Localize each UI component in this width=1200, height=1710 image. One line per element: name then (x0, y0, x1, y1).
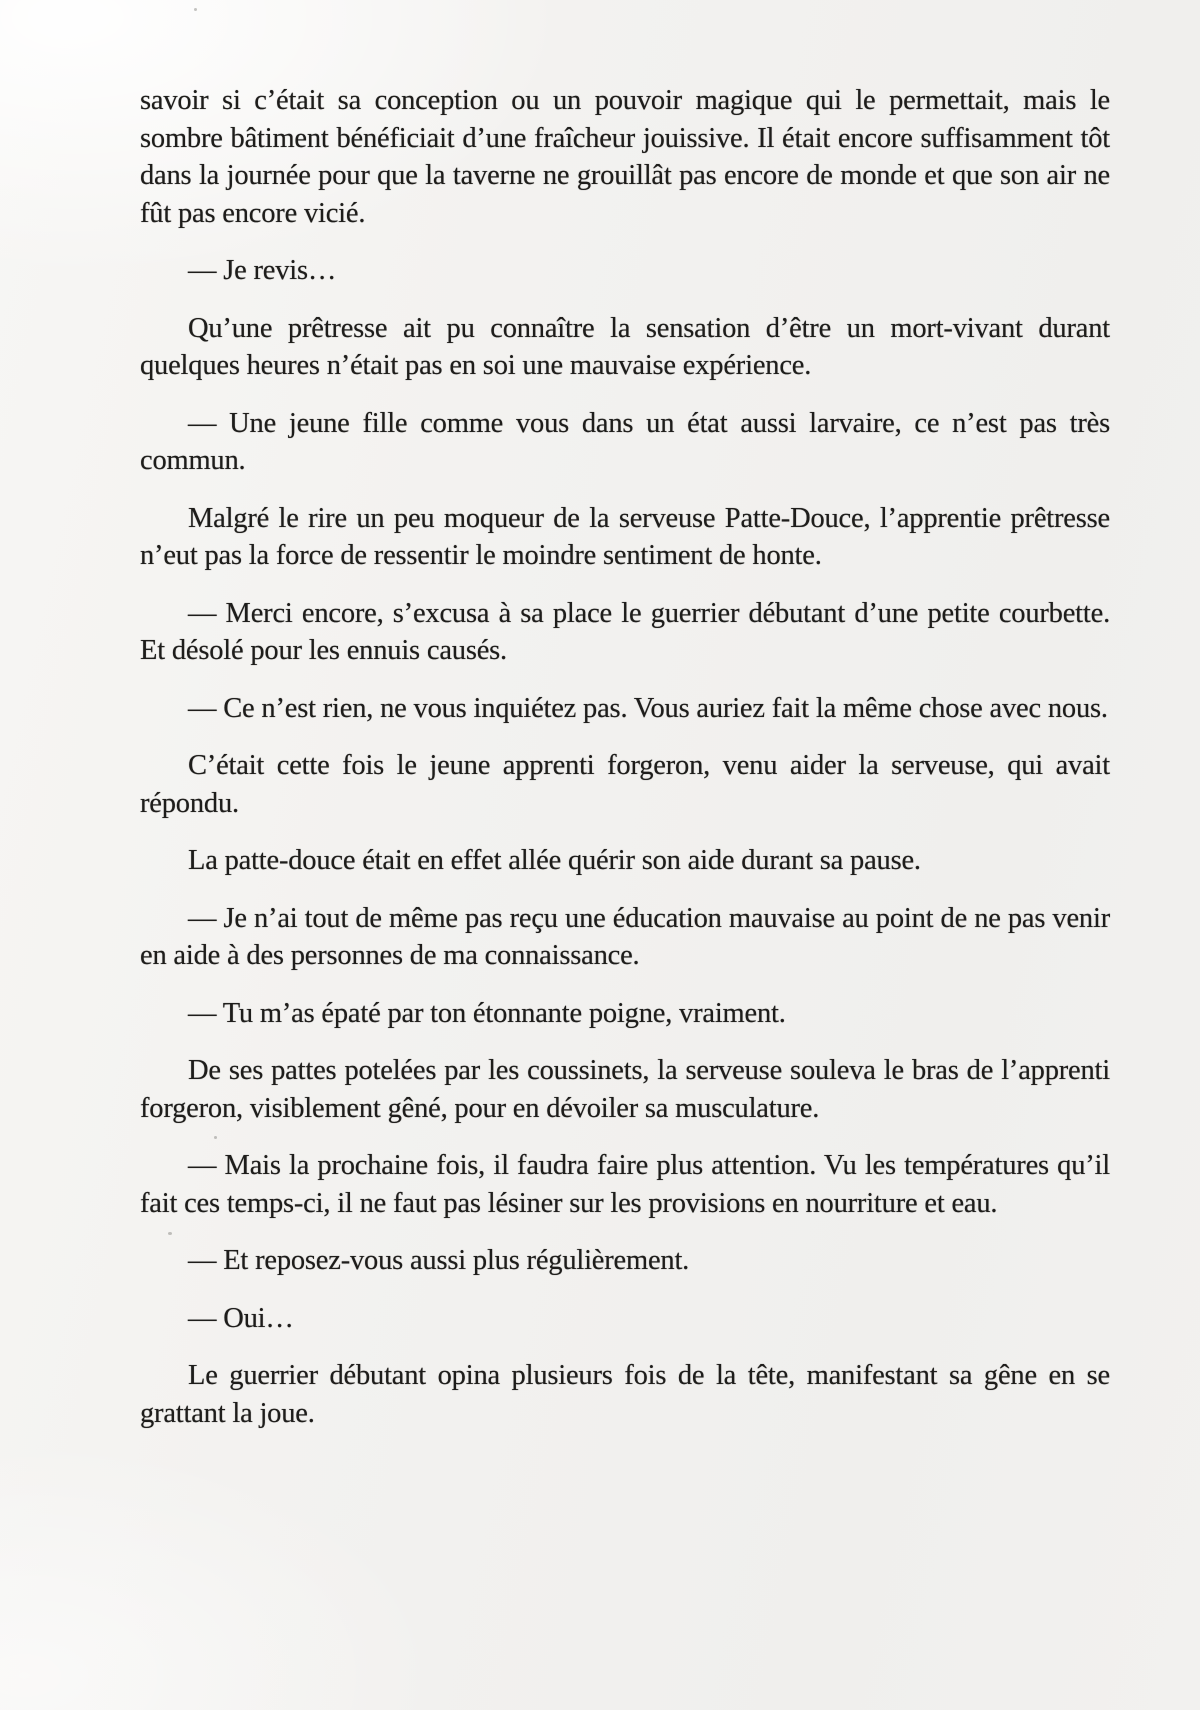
paragraph-dialogue: — Je n’ai tout de même pas reçu une éducation mauvaise au point de ne pas venir en aide à des personnes de ma connaissance. (140, 902, 1110, 971)
paragraph-dialogue: — Oui… (188, 1302, 294, 1334)
paragraph-narration: Malgré le rire un peu moqueur de la serveuse Patte-Douce, l’apprentie prêtresse n’eut pas la force de ressentir le moindre sentiment de honte. (140, 502, 1110, 571)
paragraph-dialogue: — Je revis… (188, 255, 337, 286)
paragraph-dialogue: — Ce n’est rien, ne vous inquiétez pas. Vous auriez fait la même chose avec nous. (188, 692, 1108, 724)
paragraph-narration: La patte-douce était en effet allée quérir son aide durant sa pause. (188, 845, 921, 876)
paragraph-dialogue: — Tu m’as épaté par ton étonnante poigne, vraiment. (188, 997, 786, 1029)
paragraph-narration: Le guerrier débutant opina plusieurs fois de la tête, manifestant sa gêne en se grattant la joue. (140, 1360, 1110, 1429)
paragraph-narration: De ses pattes potelées par les coussinets, la serveuse souleva le bras de l’apprenti forgeron, visiblement gêné, pour en dévoiler sa musculature. (140, 1055, 1110, 1124)
paragraph-narration: Qu’une prêtresse ait pu connaître la sensation d’être un mort-vivant durant quelques heures n’était pas en soi une mauvaise expérience. (140, 312, 1110, 381)
paragraph-narration-continued: savoir si c’était sa conception ou un pouvoir magique qui le permettait, mais le sombre bâtiment bénéficiait d’une fraîcheur jouissive. Il était encore suffisamment tôt dans la journée pour que la taverne ne grouillât pas encore de monde et que son air ne fût pas encore vicié. (140, 85, 1110, 229)
scan-speck (194, 8, 197, 11)
scan-speck (168, 1232, 172, 1235)
scan-speck (214, 1136, 217, 1139)
paragraph-dialogue: — Et reposez-vous aussi plus régulièrement. (188, 1245, 690, 1276)
paragraph-dialogue: — Merci encore, s’excusa à sa place le guerrier débutant d’une petite courbette. Et désolé pour les ennuis causés. (140, 597, 1110, 666)
paragraph-dialogue: — Une jeune fille comme vous dans un état aussi larvaire, ce n’est pas très commun. (140, 407, 1110, 476)
text-column (140, 82, 1110, 1432)
paragraph-narration: C’était cette fois le jeune apprenti forgeron, venu aider la serveuse, qui avait répondu. (140, 750, 1110, 819)
paragraph-dialogue: — Mais la prochaine fois, il faudra faire plus attention. Vu les températures qu’il fait ces temps-ci, il ne faut pas lésiner sur les provisions en nourriture et eau. (140, 1150, 1110, 1219)
